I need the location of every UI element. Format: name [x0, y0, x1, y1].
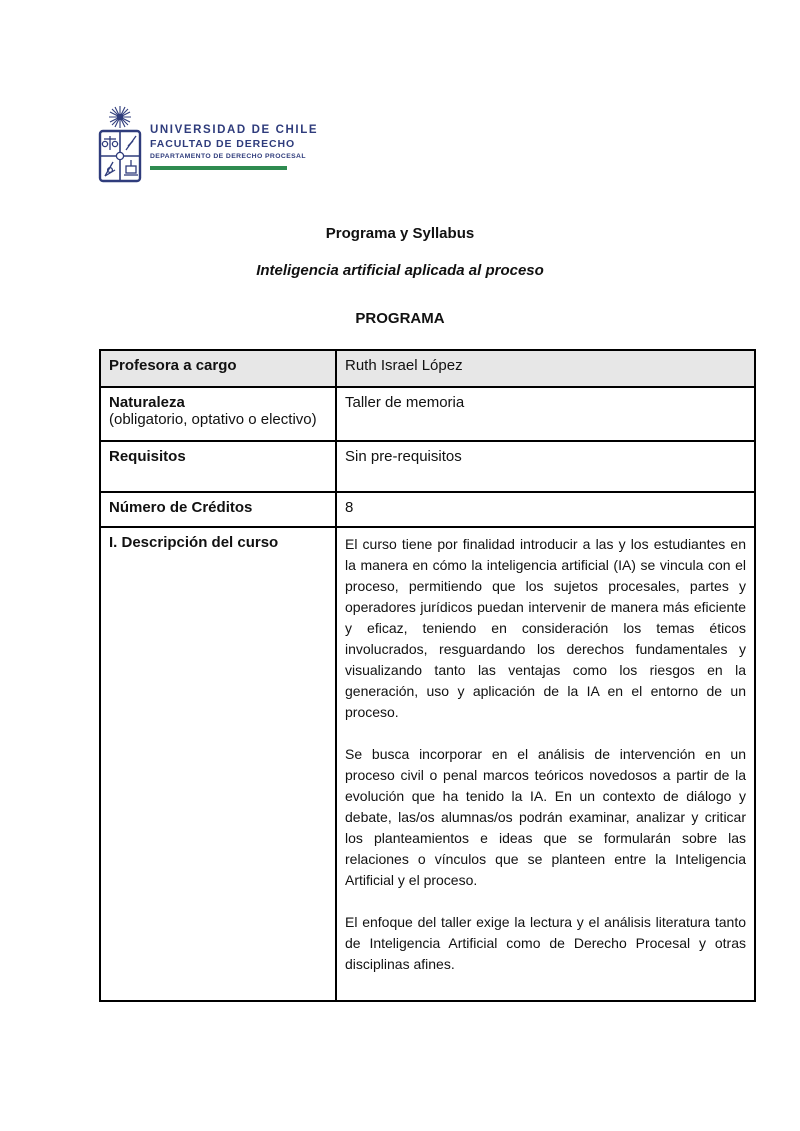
row-label-cell	[100, 441, 336, 492]
row-sublabel: (obligatorio, optativo o electivo)	[109, 411, 317, 428]
program-table	[99, 349, 756, 1002]
table-row-creditos	[100, 492, 755, 527]
logo-department-name: DEPARTAMENTO DE DERECHO PROCESAL	[150, 153, 306, 160]
row-value: Taller de memoria	[345, 394, 465, 411]
logo-text-block	[150, 104, 318, 170]
row-label: Profesora a cargo	[109, 357, 237, 374]
section-title-programa: PROGRAMA	[355, 310, 445, 327]
row-label-cell	[100, 527, 336, 1001]
university-logo	[97, 104, 318, 184]
row-label: Naturaleza	[109, 394, 185, 411]
description-paragraph: El curso tiene por finalidad introducir a las y los estudiantes en la manera en cómo la inteligencia artificial (IA) se vincula con el proceso, permitiendo que los sujetos procesales, partes y operadores jurídicos puedan intervenir de manera más eficiente y eficaz, teniendo en consideración los temas éticos involucrados, resguardando los derechos fundamentales y visualizando tanto las ventajas como los riesgos en la generación, uso y aplicación de la IA en el entorno de un proceso.	[345, 536, 746, 720]
row-value-cell	[336, 387, 755, 441]
row-label-cell	[100, 387, 336, 441]
row-label: Requisitos	[109, 448, 186, 465]
row-label: I. Descripción del curso	[109, 534, 279, 551]
table-row-requisitos	[100, 441, 755, 492]
row-label-cell	[100, 350, 336, 387]
row-value-cell	[336, 441, 755, 492]
logo-green-divider	[150, 166, 287, 170]
table-row-naturaleza	[100, 387, 755, 441]
table-row-descripcion	[100, 527, 755, 1001]
row-value: Sin pre-requisitos	[345, 448, 462, 465]
table-row-profesora	[100, 350, 755, 387]
document-title: Programa y Syllabus	[325, 225, 475, 242]
logo-faculty-name: FACULTAD DE DERECHO	[150, 138, 296, 150]
row-value-cell	[336, 492, 755, 527]
row-value-cell	[336, 527, 755, 1001]
university-shield-icon	[97, 104, 143, 184]
row-value: 8	[345, 499, 354, 516]
description-paragraph: El enfoque del taller exige la lectura y el análisis literatura tanto de Inteligencia Artificial como de Derecho Procesal y otras disciplinas afines.	[345, 914, 746, 972]
row-label: Número de Créditos	[109, 499, 253, 516]
row-value-cell	[336, 350, 755, 387]
logo-university-name: UNIVERSIDAD DE CHILE	[150, 124, 319, 136]
description-paragraph: Se busca incorporar en el análisis de intervención en un proceso civil o penal marcos teóricos novedosos a partir de la evolución que ha tenido la IA. En un contexto de diálogo y debate, las/os alumnas/os podrán examinar, analizar y criticar los planteamientos e ideas que se formularán sobre las relaciones o vínculos que se planteen entre la Inteligencia Artificial y el proceso.	[345, 746, 746, 888]
row-label-cell	[100, 492, 336, 527]
course-title: Inteligencia artificial aplicada al proceso	[256, 262, 544, 279]
row-value: Ruth Israel López	[345, 357, 463, 374]
